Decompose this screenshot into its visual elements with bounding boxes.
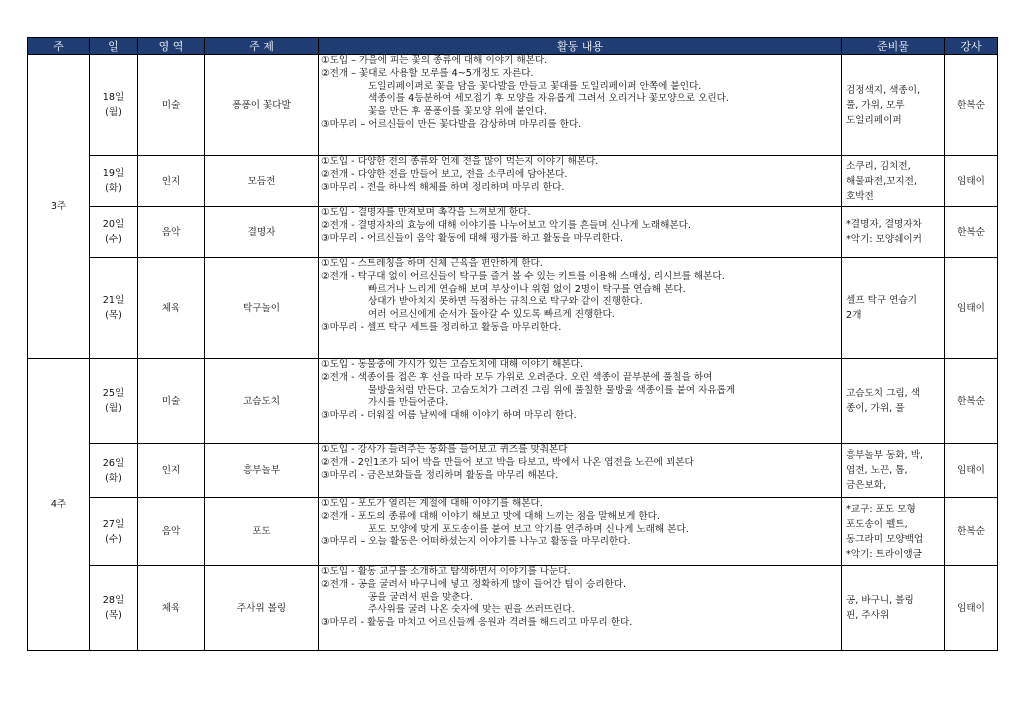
activity-cell <box>319 156 842 207</box>
area-cell: 체육 <box>138 566 205 651</box>
topic-cell: 흥부놀부 <box>205 444 319 498</box>
header-area: 영 역 <box>138 38 205 55</box>
activity-line: 색종이를 4등분하여 세모접기 후 모양을 자유롭게 그려서 오리거나 꽃모양으로 오린다. <box>368 93 729 105</box>
schedule-body <box>28 55 998 651</box>
instructor-cell: 한복순 <box>945 207 998 258</box>
activity-line: ①도입 – 가을에 피는 꽃의 종류에 대해 이야기 해본다. <box>321 55 548 66</box>
materials-cell: 공, 바구니, 볼링 핀, 주사위 <box>842 566 945 651</box>
header-row <box>28 38 998 55</box>
header-materials: 준비물 <box>842 38 945 55</box>
activity-line: ②전개 - 탁구대 없이 어르신들이 탁구를 즐겨 볼 수 있는 키트를 이용해 스매싱, 리시브를 해본다. <box>321 270 725 282</box>
instructor-cell: 임태이 <box>945 258 998 359</box>
activity-line: ①도입 - 결명자를 만져보며 촉각을 느껴보게 한다. <box>321 207 531 218</box>
week-label: 4주 <box>28 359 90 651</box>
activity-line: ①도입 - 포도가 열리는 계절에 대해 이야기를 해본다. <box>321 498 543 509</box>
activity-line: ③마무리 - 더워질 여름 날씨에 대해 이야기 하며 마무리 한다. <box>321 410 577 422</box>
day-cell: 20일 (수) <box>90 207 138 258</box>
table-row <box>28 359 998 444</box>
activity-line: 포도 모양에 맞게 포도송이를 붙여 보고 악기를 연주하며 신나게 노래해 본다. <box>368 523 689 535</box>
header-instructor: 강사 <box>945 38 998 55</box>
area-cell: 음악 <box>138 207 205 258</box>
header-topic: 주 제 <box>205 38 319 55</box>
table-row <box>28 156 998 207</box>
day-cell: 19일 (화) <box>90 156 138 207</box>
activity-line: ②전개 - 결명자차의 효능에 대해 이야기를 나누어보고 악기를 흔들며 신나게 노래해본다. <box>321 219 691 231</box>
activity-line: ③마무리 - 전을 하나씩 해체를 하며 정리하며 마무리 한다. <box>321 181 565 193</box>
topic-cell: 결명자 <box>205 207 319 258</box>
area-cell: 음악 <box>138 498 205 566</box>
table-row <box>28 498 998 566</box>
activity-line: 가시를 만들어준다. <box>368 397 449 409</box>
day-cell: 28일 (목) <box>90 566 138 651</box>
table-row <box>28 258 998 359</box>
activity-line: ②전개 - 포도의 종류에 대해 이야기 해보고 맛에 대해 느끼는 점을 말해보게 한다. <box>321 510 661 522</box>
header-week: 주 <box>28 38 90 55</box>
area-cell: 미술 <box>138 55 205 156</box>
activity-cell <box>319 55 842 156</box>
activity-line: ③마무리 - 어르신들이 음악 활동에 대해 평가를 하고 활동을 마무리한다. <box>321 232 624 244</box>
activity-line: ①도입 - 활동 교구를 소개하고 탐색하면서 이야기를 나눈다. <box>321 566 571 577</box>
activity-line: ③마무리 - 셀프 탁구 세트를 정리하고 활동을 마무리한다. <box>321 321 562 333</box>
activity-line: 도일리페이퍼로 꽃을 담을 꽃다발을 만들고 꽃대를 도일리페이퍼 안쪽에 붙인다. <box>368 80 702 92</box>
activity-line: ①도입 - 다양한 전의 종류와 언제 전을 많이 먹는지 이야기 해본다. <box>321 156 599 167</box>
activity-line: ①도입 - 스트레칭을 하며 신체 근육을 편안하게 한다. <box>321 258 543 269</box>
area-cell: 미술 <box>138 359 205 444</box>
topic-cell: 주사위 볼링 <box>205 566 319 651</box>
activity-line: 공을 굴려서 핀을 맞춘다. <box>368 591 473 603</box>
activity-line: 주사위를 굴려 나온 숫자에 맞는 핀을 쓰러뜨린다. <box>368 604 575 616</box>
activity-line: ②전개 - 2인1조가 되어 박을 만들어 보고 박을 타보고, 박에서 나온 엽전을 노끈에 꾀본다 <box>321 456 694 468</box>
activity-line: ①도입 - 강사가 들려주는 동화를 들어보고 퀴즈를 맞춰본다 <box>321 444 568 455</box>
activity-cell <box>319 258 842 359</box>
week-label: 3주 <box>28 55 90 359</box>
instructor-cell: 임태이 <box>945 156 998 207</box>
table-row <box>28 444 998 498</box>
activity-line: ②전개 – 꽃대로 사용할 모루를 4~5개정도 자른다. <box>321 67 534 79</box>
instructor-cell: 한복순 <box>945 359 998 444</box>
area-cell: 인지 <box>138 444 205 498</box>
instructor-cell: 한복순 <box>945 55 998 156</box>
materials-cell: *교구: 포도 모형 포도송이 펠트, 동그라미 모양백업 *악기: 트라이앵글 <box>842 498 945 566</box>
table-row <box>28 566 998 651</box>
topic-cell: 탁구놀이 <box>205 258 319 359</box>
instructor-cell: 한복순 <box>945 498 998 566</box>
instructor-cell: 임태이 <box>945 444 998 498</box>
materials-cell: 고슴도치 그림, 색 종이, 가위, 풀 <box>842 359 945 444</box>
activity-line: 물방울처럼 만든다. 고슴도치가 그려진 그림 위에 풀칠한 물방울 색종이를 붙여 자유롭게 <box>368 384 736 396</box>
activity-cell <box>319 498 842 566</box>
table-row <box>28 55 998 156</box>
materials-cell: 흥부놀부 동화, 박, 엽전, 노끈, 톱, 금은보화, <box>842 444 945 498</box>
activity-cell <box>319 444 842 498</box>
day-cell: 26일 (화) <box>90 444 138 498</box>
activity-line: 여러 어르신에게 순서가 돌아갈 수 있도록 빠르게 진행한다. <box>368 309 615 321</box>
materials-cell: 셀프 탁구 연습기 2개 <box>842 258 945 359</box>
activity-line: ③마무리 - 금은보화들을 정리하며 활동을 마무리 해본다. <box>321 469 559 481</box>
activity-line: ③마무리 – 오늘 활동은 어떠하셨는지 이야기를 나누고 활동을 마무리한다. <box>321 536 631 548</box>
materials-cell: *결명자, 결명자차 *악기: 모양쉐이커 <box>842 207 945 258</box>
day-cell: 25일 (월) <box>90 359 138 444</box>
activity-line: ③마무리 – 어르신들이 만든 꽃다발을 감상하며 마무리를 한다. <box>321 118 582 130</box>
activity-line: ①도입 - 동물중에 가시가 있는 고슴도치에 대해 이야기 해본다. <box>321 359 583 370</box>
day-cell: 21일 (목) <box>90 258 138 359</box>
materials-cell: 소쿠리, 김치전, 해물파전,꼬지전, 호박전 <box>842 156 945 207</box>
topic-cell: 퐁퐁이 꽃다발 <box>205 55 319 156</box>
topic-cell: 고슴도치 <box>205 359 319 444</box>
activity-cell <box>319 566 842 651</box>
header-activity: 활동 내용 <box>319 38 842 55</box>
activity-line: ②전개 - 색종이를 접은 후 선을 따라 모두 가위로 오려준다. 오린 색종이 끝부분에 풀칠을 하여 <box>321 371 713 383</box>
activity-schedule-table <box>27 37 998 651</box>
activity-line: ③마무리 - 활동을 마치고 어르신들께 응원과 격려를 해드리고 마무리 한다. <box>321 617 633 629</box>
activity-cell <box>319 207 842 258</box>
topic-cell: 모듬전 <box>205 156 319 207</box>
activity-line: 상대가 받아치지 못하면 득점하는 규칙으로 탁구와 같이 진행한다. <box>368 296 643 308</box>
header-day: 일 <box>90 38 138 55</box>
activity-line: ②전개 - 공을 굴려서 바구니에 넣고 정확하게 많이 들어간 팀이 승리한다. <box>321 578 627 590</box>
area-cell: 인지 <box>138 156 205 207</box>
day-cell: 18일 (월) <box>90 55 138 156</box>
table-row <box>28 207 998 258</box>
activity-line: 꽃을 만든 후 퐁퐁이를 꽃모양 위에 붙인다. <box>368 106 547 118</box>
area-cell: 체육 <box>138 258 205 359</box>
activity-line: 빠르거나 느리게 연습해 보며 부상이나 위험 없이 2명이 탁구를 연습해 본다. <box>368 283 686 295</box>
instructor-cell: 임태이 <box>945 566 998 651</box>
materials-cell: 검정색지, 색종이, 풀, 가위, 모루 도일리페이퍼 <box>842 55 945 156</box>
activity-line: ②전개 - 다양한 전을 만들어 보고, 전을 소쿠리에 담아본다. <box>321 168 568 180</box>
topic-cell: 포도 <box>205 498 319 566</box>
activity-cell <box>319 359 842 444</box>
day-cell: 27일 (수) <box>90 498 138 566</box>
